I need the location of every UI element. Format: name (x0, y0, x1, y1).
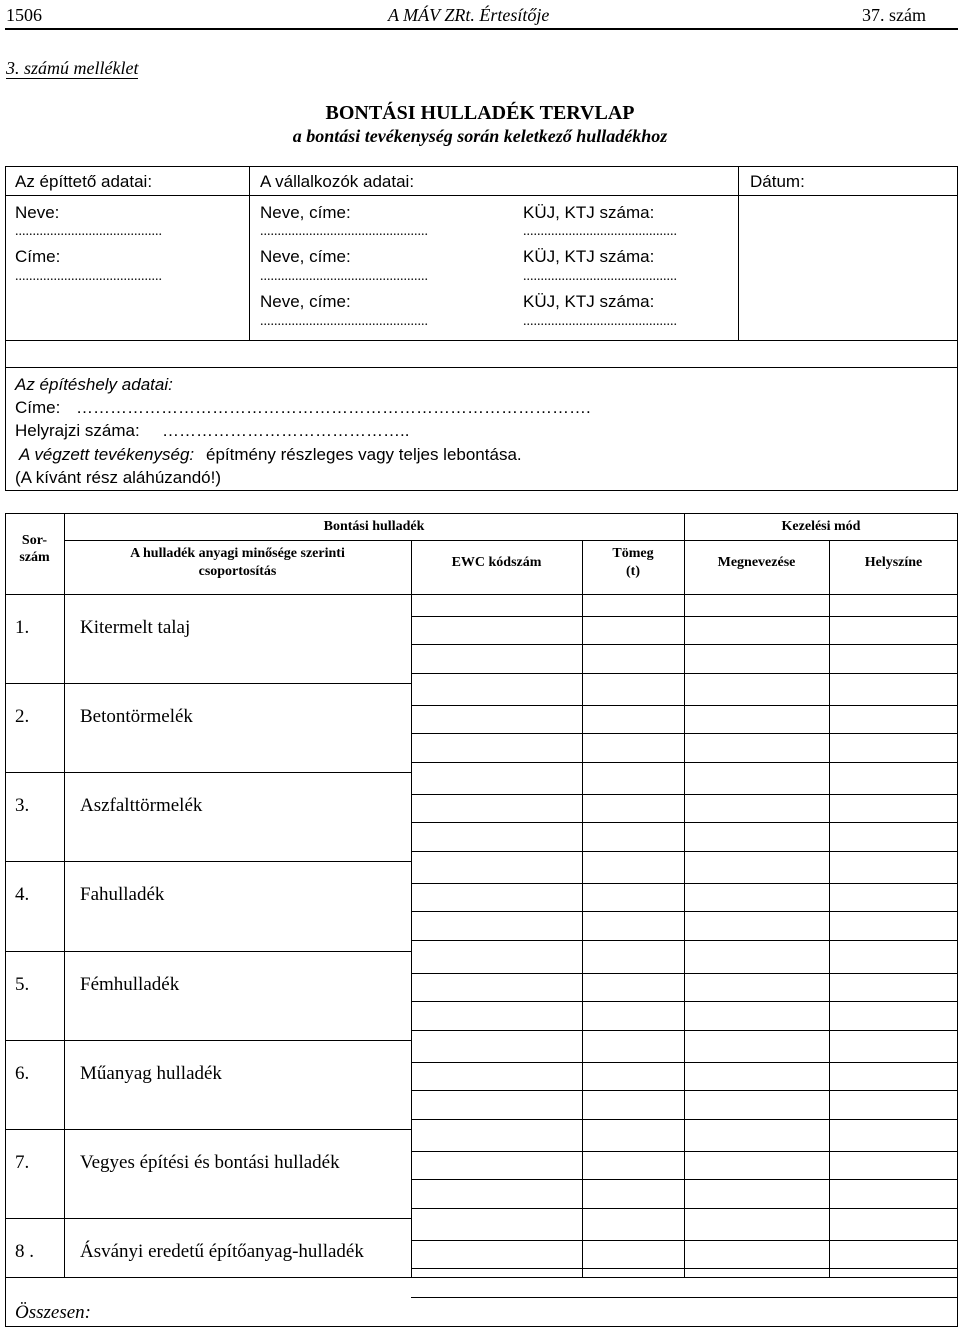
row-divider (5, 683, 411, 684)
row-divider (5, 1129, 411, 1130)
row-subline (411, 673, 958, 674)
row-waste-type: Fahulladék (80, 884, 165, 905)
contractor-1-kuj-dots: ............................................ (523, 224, 677, 239)
row-divider (5, 861, 411, 862)
col-mass-line1: Tömeg (612, 546, 654, 561)
group-waste-header: Bontási hulladék (323, 519, 425, 534)
row-subline (411, 1297, 958, 1298)
contractor-1-name-address: Neve, címe: (260, 203, 351, 222)
parties-col-divider-1 (249, 166, 250, 341)
date-label: Dátum: (750, 172, 805, 191)
col-divider-ewc (582, 540, 583, 1277)
header-rule (5, 28, 958, 30)
row-number: 1. (15, 617, 30, 638)
row-number: 3. (15, 795, 30, 816)
site-address-label: Címe: (15, 398, 61, 417)
col-name: Megnevezése (717, 555, 796, 570)
col-ewc: EWC kódszám (451, 555, 542, 570)
contractor-1-dots: ................................................ (260, 224, 428, 239)
contractors-heading: A vállalkozók adatai: (260, 172, 415, 191)
col-divider-serial (64, 513, 65, 1277)
row-subline (411, 733, 958, 734)
row-subline (411, 973, 958, 974)
contractor-3-kuj-dots: ............................................ (523, 314, 677, 329)
row-waste-type: Műanyag hulladék (80, 1063, 222, 1084)
parcel-dots: …………………………………….. (162, 421, 410, 440)
row-subline (411, 851, 958, 852)
contractor-1-kuj: KÜJ, KTJ száma: (523, 203, 655, 222)
row-subline (411, 1062, 958, 1063)
row-divider (5, 772, 411, 773)
row-subline (411, 1030, 958, 1031)
publication-title: A MÁV ZRt. Értesítője (388, 5, 550, 25)
row-subline (411, 762, 958, 763)
col-grouping-line2: csoportosítás (198, 564, 277, 579)
parties-divider (5, 195, 958, 196)
row-subline (411, 1119, 958, 1120)
row-subline (411, 1240, 958, 1241)
header-group-divider (64, 540, 958, 541)
underline-note: (A kívánt rész aláhúzandó!) (15, 468, 222, 487)
col-place: Helyszíne (864, 555, 923, 570)
contractor-2-kuj: KÜJ, KTJ száma: (523, 247, 655, 266)
total-divider (5, 1277, 958, 1278)
row-number: 8 . (15, 1241, 34, 1262)
row-waste-type: Kitermelt talaj (80, 617, 191, 638)
header-bottom (5, 594, 958, 595)
parties-col-divider-2 (738, 166, 739, 341)
contractor-2-name-address: Neve, címe: (260, 247, 351, 266)
builder-address-label: Címe: (15, 247, 61, 266)
col-serial-line2: szám (19, 550, 50, 565)
row-subline (411, 822, 958, 823)
page-number: 1506 (6, 5, 42, 25)
row-subline (411, 1151, 958, 1152)
col-mass-line2: (t) (626, 564, 640, 579)
site-heading: Az építéshely adatai: (15, 375, 173, 394)
col-divider-handling (829, 540, 830, 1277)
col-serial-line1: Sor- (21, 533, 48, 548)
builder-address-dots: .......................................... (15, 269, 162, 284)
row-subline (411, 1090, 958, 1091)
contractor-2-kuj-dots: ............................................ (523, 269, 677, 284)
builder-name-label: Neve: (15, 203, 60, 222)
annex-label: 3. számú melléklet (6, 58, 139, 78)
row-subline (411, 794, 958, 795)
row-subline (411, 1179, 958, 1180)
site-address-dots: ………………………………………………………………………………. (76, 398, 591, 417)
row-waste-type: Betontörmelék (80, 706, 193, 727)
row-number: 4. (15, 884, 30, 905)
document-title: BONTÁSI HULLADÉK TERVLAP (325, 102, 635, 124)
parcel-label: Helyrajzi száma: (15, 421, 140, 440)
row-divider (5, 951, 411, 952)
builder-name-dots: .......................................... (15, 224, 162, 239)
row-number: 6. (15, 1063, 30, 1084)
issue-number: 37. szám (862, 5, 926, 25)
total-label: Összesen: (15, 1302, 91, 1323)
site-divider (5, 367, 958, 368)
col-divider-grouping (411, 540, 412, 1277)
group-handling-header: Kezelési mód (781, 519, 861, 534)
activity-label: A végzett tevékenység: (19, 445, 195, 464)
row-waste-type: Vegyes építési és bontási hulladék (80, 1152, 340, 1173)
row-number: 2. (15, 706, 30, 727)
contractor-3-name-address: Neve, címe: (260, 292, 351, 311)
contractor-3-dots: ................................................ (260, 314, 428, 329)
parties-block (5, 166, 958, 341)
row-number: 5. (15, 974, 30, 995)
row-waste-type: Fémhulladék (80, 974, 180, 995)
row-waste-type: Ásványi eredetű építőanyag-hulladék (80, 1241, 364, 1262)
contractor-2-dots: ................................................ (260, 269, 428, 284)
row-subline (411, 883, 958, 884)
contractor-3-kuj: KÜJ, KTJ száma: (523, 292, 655, 311)
row-divider (5, 1040, 411, 1041)
row-subline (411, 1268, 958, 1269)
row-subline (411, 940, 958, 941)
row-subline (411, 911, 958, 912)
activity-text: építmény részleges vagy teljes lebontása. (206, 445, 522, 464)
row-subline (411, 705, 958, 706)
builder-heading: Az építtető adatai: (15, 172, 153, 191)
row-waste-type: Aszfalttörmelék (80, 795, 203, 816)
row-subline (411, 616, 958, 617)
row-number: 7. (15, 1152, 30, 1173)
row-divider (5, 1218, 411, 1219)
row-subline (411, 644, 958, 645)
row-subline (411, 1208, 958, 1209)
row-subline (411, 1001, 958, 1002)
document-subtitle: a bontási tevékenység során keletkező hulladékhoz (292, 126, 668, 146)
col-grouping-line1: A hulladék anyagi minősége szerinti (130, 546, 345, 561)
col-divider-mass (684, 513, 685, 1277)
